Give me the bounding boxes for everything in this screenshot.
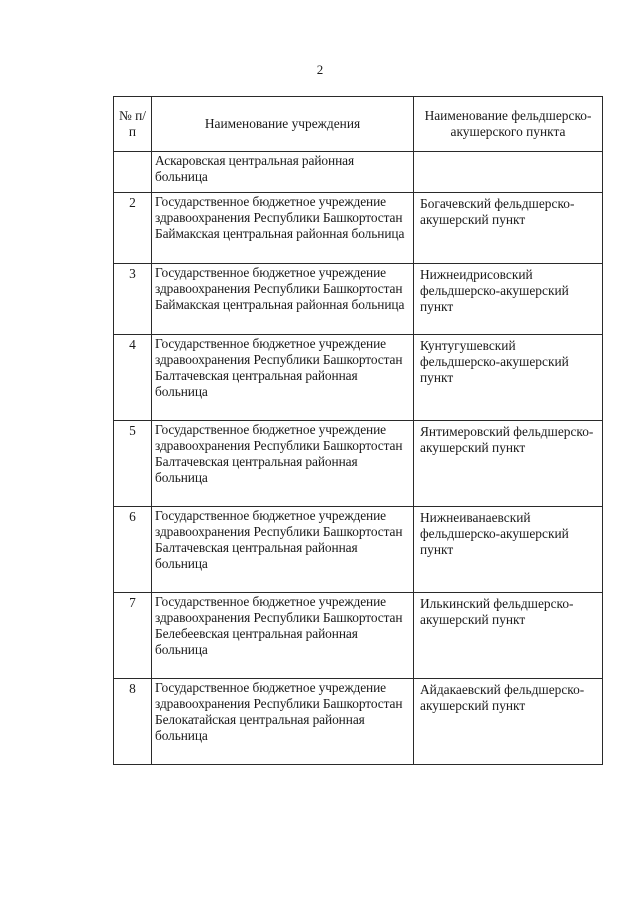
row-institution: Государственное бюджетное учреждение здравоохранения Республики Башкортостан Белебеевская центральная районная больница: [152, 593, 414, 679]
table-row: [114, 335, 603, 421]
row-point: Богачевский фельдшерско-акушерский пункт: [414, 193, 603, 264]
table-row: [114, 593, 603, 679]
row-institution: Аскаровская центральная районная больница: [152, 152, 414, 193]
row-institution: Государственное бюджетное учреждение здравоохранения Республики Башкортостан Балтачевская центральная районная больница: [152, 335, 414, 421]
row-point: [414, 152, 603, 193]
row-number: 7: [114, 593, 152, 679]
header-number: № п/п: [114, 97, 152, 152]
row-number: 4: [114, 335, 152, 421]
feldsher-points-table: [113, 96, 603, 765]
row-institution: Государственное бюджетное учреждение здравоохранения Республики Башкортостан Балтачевская центральная районная больница: [152, 507, 414, 593]
table-row: [114, 152, 603, 193]
row-institution: Государственное бюджетное учреждение здравоохранения Республики Башкортостан Баймакская центральная районная больница: [152, 264, 414, 335]
table-row: [114, 679, 603, 765]
row-point: Айдакаевский фельдшерско-акушерский пункт: [414, 679, 603, 765]
row-point: Илькинский фельдшерско-акушерский пункт: [414, 593, 603, 679]
row-point: Янтимеровский фельдшерско-акушерский пункт: [414, 421, 603, 507]
table-header-row: [114, 97, 603, 152]
row-point: Нижнеидрисовский фельдшерско-акушерский пункт: [414, 264, 603, 335]
table-row: [114, 264, 603, 335]
row-institution: Государственное бюджетное учреждение здравоохранения Республики Башкортостан Белокатайская центральная районная больница: [152, 679, 414, 765]
row-number: 8: [114, 679, 152, 765]
row-number: [114, 152, 152, 193]
row-number: 2: [114, 193, 152, 264]
table-row: [114, 193, 603, 264]
row-institution: Государственное бюджетное учреждение здравоохранения Республики Башкортостан Балтачевская центральная районная больница: [152, 421, 414, 507]
header-point: Наименование фельдшерско-акушерского пункта: [414, 97, 603, 152]
row-point: Кунтугушевский фельдшерско-акушерский пункт: [414, 335, 603, 421]
row-number: 3: [114, 264, 152, 335]
table-row: [114, 507, 603, 593]
row-point: Нижнеиванаевский фельдшерско-акушерский пункт: [414, 507, 603, 593]
table-row: [114, 421, 603, 507]
row-number: 6: [114, 507, 152, 593]
row-number: 5: [114, 421, 152, 507]
page-number: 2: [316, 62, 324, 77]
header-institution: Наименование учреждения: [152, 97, 414, 152]
row-institution: Государственное бюджетное учреждение здравоохранения Республики Башкортостан Баймакская центральная районная больница: [152, 193, 414, 264]
